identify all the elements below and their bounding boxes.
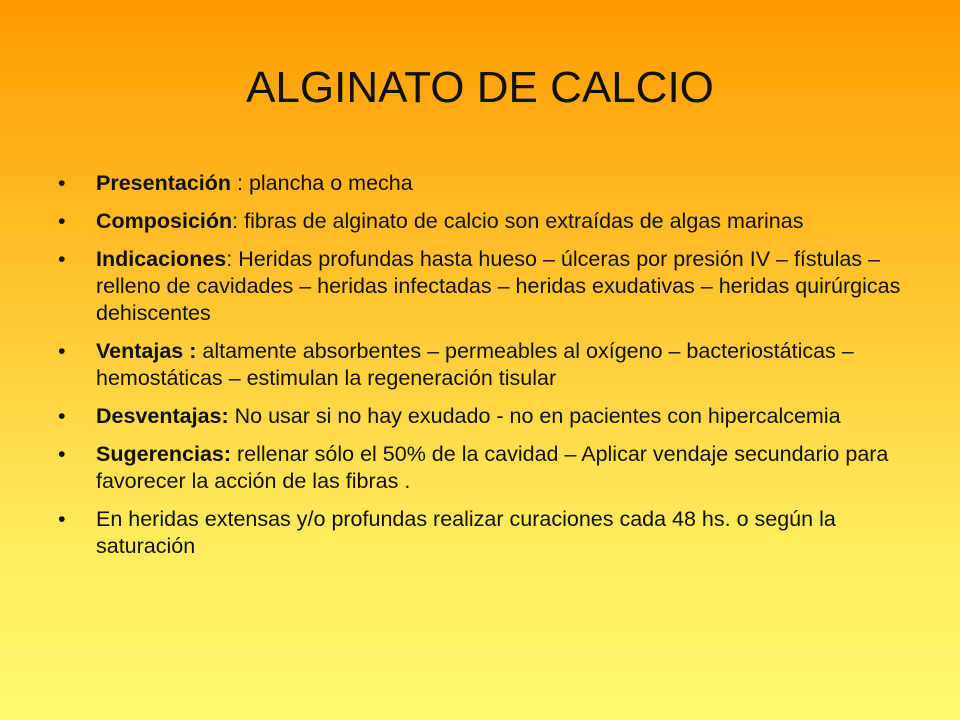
- bullet-text: : Heridas profundas hasta hueso – úlceras por presión IV – fístulas – relleno de cavidades – heridas infectadas – heridas exudativas – heridas quirúrgicas dehiscentes: [96, 247, 901, 325]
- slide-title: ALGINATO DE CALCIO: [246, 63, 714, 112]
- bullet-text: rellenar sólo el 50% de la cavidad – Aplicar vendaje secundario para favorecer la acción de las fibras .: [96, 442, 889, 493]
- bullet-item-sugerencias: [58, 441, 918, 495]
- bullet-text: : fibras de alginato de calcio son extraídas de algas marinas: [232, 209, 804, 233]
- bullet-text: No usar si no hay exudado - no en pacientes con hipercalcemia: [228, 404, 841, 428]
- bullet-label: Presentación: [96, 171, 232, 195]
- bullet-label: Composición: [96, 209, 233, 233]
- bullet-text: En heridas extensas y/o profundas realizar curaciones cada 48 hs. o según la saturación: [96, 507, 836, 558]
- bullet-item-indicaciones: [58, 246, 918, 327]
- bullet-item-desventajas: [58, 403, 918, 430]
- bullet-text: : plancha o mecha: [231, 171, 413, 195]
- bullet-label: Ventajas :: [96, 339, 197, 363]
- bullet-text: altamente absorbentes – permeables al oxígeno – bacteriostáticas – hemostáticas – estimulan la regeneración tisular: [96, 339, 854, 390]
- bullet-list: [58, 170, 918, 571]
- bullet-item-composicion: [58, 208, 918, 235]
- bullet-item-presentacion: [58, 170, 918, 197]
- bullet-item-heridas-extensas: [58, 506, 918, 560]
- bullet-label: Desventajas:: [96, 404, 229, 428]
- bullet-label: Sugerencias:: [96, 442, 232, 466]
- bullet-item-ventajas: [58, 338, 918, 392]
- bullet-label: Indicaciones: [96, 247, 227, 271]
